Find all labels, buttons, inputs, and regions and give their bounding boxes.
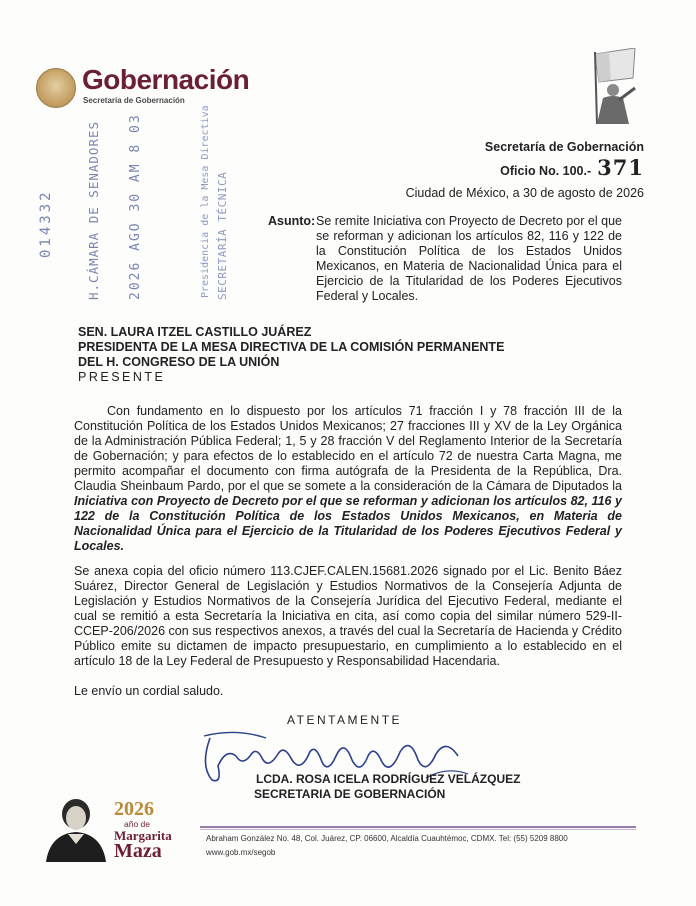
portrait-icon xyxy=(40,796,112,862)
stamp-number: 014332 xyxy=(38,189,54,258)
oficio-line xyxy=(500,155,644,180)
footer-divider-thin xyxy=(200,829,636,830)
year-label: 2026 xyxy=(114,798,154,820)
coat-of-arms-icon xyxy=(36,68,76,108)
stamp-received: 2026 AGO 30 AM 8 03 xyxy=(128,113,143,300)
oficio-number: 371 xyxy=(597,155,644,180)
document-date: Ciudad de México, a 30 de agosto de 2026 xyxy=(405,186,644,200)
oficio-label: Oficio No. 100.- xyxy=(500,164,592,178)
initiative-title: Iniciativa con Proyecto de Decreto por el que se reforman y adicionan los artículos 82, 116 y 122 de la Constitución Política de los Estados Unidos Mexicanos, en Materia de Nacionalidad Única para el Ejercicio de la Titularidad de los Poderes Ejecutivos Federal y Locales. xyxy=(74,494,622,553)
issuer-name: Secretaría de Gobernación xyxy=(484,140,644,154)
signer-title: SECRETARIA DE GOBERNACIÓN xyxy=(254,787,446,801)
year-name-last: Maza xyxy=(114,840,162,862)
footer-website-link[interactable]: www.gob.mx/segob xyxy=(206,848,276,857)
body-paragraph-2: Se anexa copia del oficio número 113.CJEF.CALEN.15681.2026 signado por el Lic. Benito Báez Suárez, Director General de Legislación y Estudios Normativos de la Consejería Adjunta de Legislación y Estudios Normativos de la Consejería Jurídica del Ejecutivo Federal, mediante el cual se remitió a esta Secretaría la Iniciativa en cita, así como copia del similar número 529-II-CCEP-206/2026 con sus respectivos anexos, a través del cual la Secretaría de Hacienda y Crédito Público emite su dictamen de impacto presupuestario, en cumplimiento a lo establecido en el artículo 18 de la Ley Federal de Presupuesto y Responsabilidad Hacendaria. xyxy=(74,564,622,668)
stamp-tecnica: SECRETARÍA TÉCNICA xyxy=(216,171,229,300)
signer-name: LCDA. ROSA ICELA RODRÍGUEZ VELÁZQUEZ xyxy=(256,772,521,786)
body-paragraph-1 xyxy=(74,404,622,554)
brand-title: Gobernación xyxy=(82,64,250,95)
brand-subtitle: Secretaría de Gobernación xyxy=(83,96,185,105)
stamp-mesa: Presidencia de la Mesa Directiva xyxy=(200,105,211,298)
stamp-camara: H.CÁMARA DE SENADORES xyxy=(86,120,101,300)
asunto-text: Se remite Iniciativa con Proyecto de Decreto por el que se reforman y adicionan los artículos 82, 116 y 122 de la Constitución Política de los Estados Unidos Mexicanos, en Materia de Nacionalidad Única para el Ejercicio de la Titularidad de los Poderes Ejecutivos Federal y Locales. xyxy=(316,214,622,303)
addressee-org: DEL H. CONGRESO DE LA UNIÓN xyxy=(78,355,280,369)
flag-bearer-icon xyxy=(575,48,645,126)
year-sub-label: año de xyxy=(124,819,150,829)
body-paragraph-1-text: Con fundamento en lo dispuesto por los artículos 71 fracción I y 78 fracción III de la Constitución Política de los Estados Unidos Mexicanos; 27 fracciones III y XV de la Ley Orgánica de la Administración Pública Federal; 1, 5 y 28 fracción V del Reglamento Interior de la Secretaría de Gobernación; y para efectos de lo establecido en el artículo 72 de nuestra Carta Magna, me permito acompañar el documento con firma autógrafa de la Presidenta de la República, Dra. Claudia Sheinbaum Pardo, por el que se somete a la consideración de la Cámara de Diputados la xyxy=(74,404,622,493)
addressee-name: SEN. LAURA ITZEL CASTILLO JUÁREZ xyxy=(78,325,312,339)
atentamente-label: ATENTAMENTE xyxy=(287,713,403,727)
asunto-label: Asunto: xyxy=(268,214,316,228)
addressee-role: PRESIDENTA DE LA MESA DIRECTIVA DE LA COMISIÓN PERMANENTE xyxy=(78,340,505,354)
closing-greeting: Le envío un cordial saludo. xyxy=(74,684,224,698)
addressee-presente: PRESENTE xyxy=(78,370,166,384)
footer-divider xyxy=(200,826,636,828)
year-name-first: Margarita xyxy=(114,828,172,843)
footer-address: Abraham González No. 48, Col. Juárez, CP. 06600, Alcaldía Cuauhtémoc, CDMX. Tel: (55) 5209 8800 xyxy=(206,834,568,843)
